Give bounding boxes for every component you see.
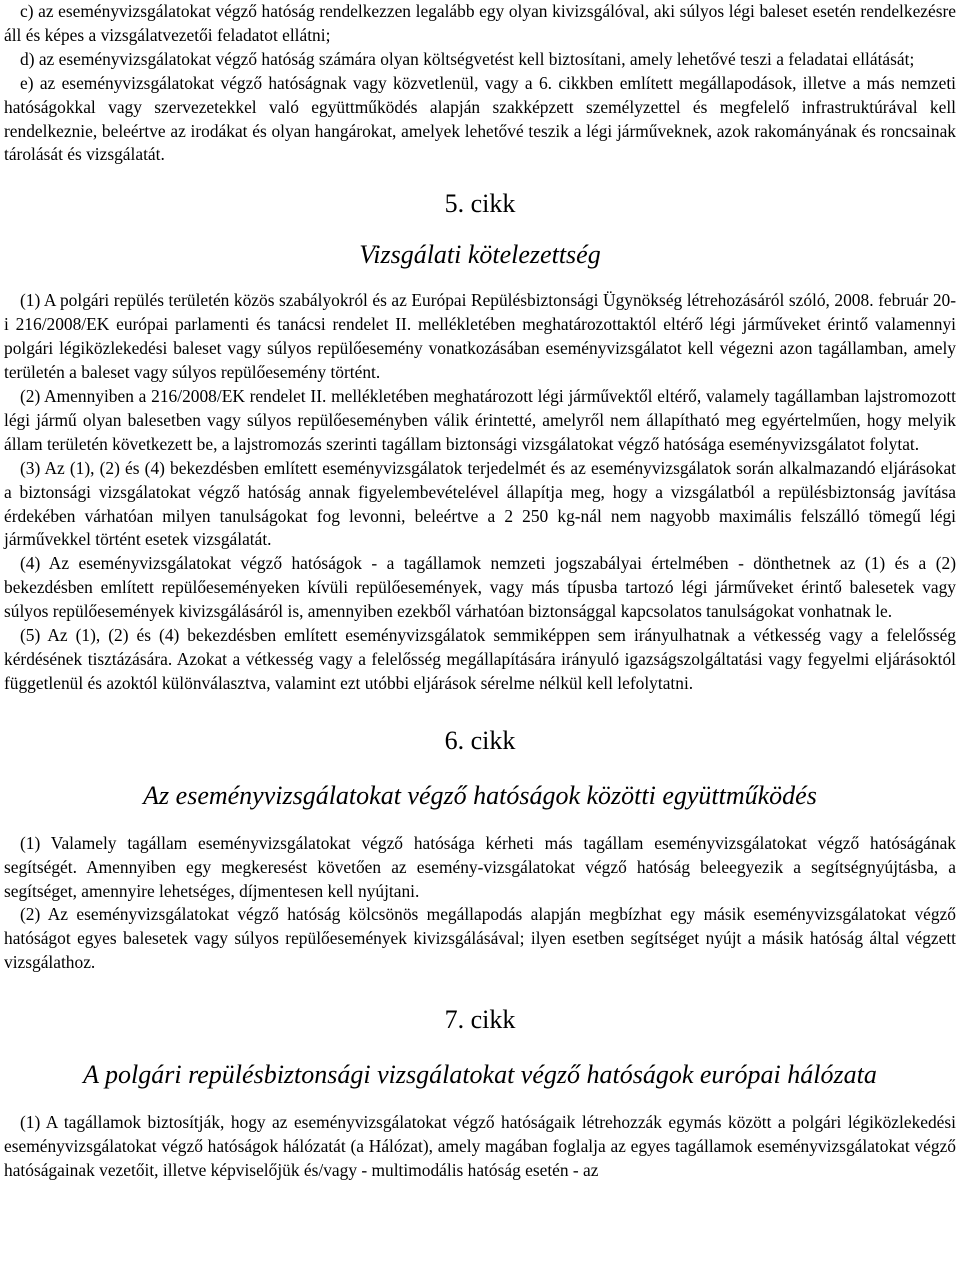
article-title: A polgári repülésbiztonsági vizsgálatokat végző hatóságok európai hálózata <box>83 1060 877 1090</box>
intro-item-c: c) az eseményvizsgálatokat végző hatóság rendelkezzen legalább egy olyan kivizsgálóval, aki súlyos légi baleset esetén rendelkezésre áll és képes a vizsgálatvezetői feladatot ellátni; <box>4 1 956 45</box>
article-number: 7. cikk <box>444 1005 516 1035</box>
article-title: Az eseményvizsgálatokat végző hatóságok közötti együttműködés <box>143 780 817 810</box>
article-paragraph: (1) A tagállamok biztosítják, hogy az eseményvizsgálatokat végző hatóságaik létrehozzák egymás között a polgári légiközlekedési eseményvizsgálatokat végző hatóságok hálózatát (a Hálózat), amely magában foglalja az egyes tagállamok eseményvizsgálatokat végző hatóságainak vezetőit, illetve képviselőjük és/vagy - multimodális hatóság esetén - az <box>4 1112 956 1180</box>
intro-item-d: d) az eseményvizsgálatokat végző hatóság számára olyan költségvetést kell biztosítani, amely lehetővé teszi a feladatai ellátását; <box>20 48 915 69</box>
article-number: 5. cikk <box>444 189 516 219</box>
article-number: 6. cikk <box>444 725 516 755</box>
article-paragraph: (3) Az (1), (2) és (4) bekezdésben említett eseményvizsgálatok terjedelmét és az eseményvizsgálatok során alkalmazandó eljárásokat a biztonsági vizsgálatokat végző hatóság annak figyelembevételével állapítja meg, hogy a vizsgálatból a repülésbiztonság javítása érdekében várhatóan milyen tanulságokat fog levonni, beleértve a 2 250 kg-nál nem nagyobb maximális felszálló tömegű légi járművekkel történt esetek vizsgálatát. <box>4 457 956 550</box>
article-5 <box>4 189 956 695</box>
article-paragraph: (4) Az eseményvizsgálatokat végző hatóságok - a tagállamok nemzeti jogszabályai értelmében - dönthetnek az (1) és a (2) bekezdésben említett repülőeseményeken kívüli repülőesemények, vagy más típusba tartozó légi járműveket érintő balesetek vagy súlyos repülőesemények kivizsgálásáról is, amennyiben ezekből várhatóan biztonsággal kapcsolatos tanulságokat vonhatnak le. <box>4 553 956 622</box>
intro-item-e: e) az eseményvizsgálatokat végző hatóságnak vagy közvetlenül, vagy a 6. cikkben említett megállapodások, illetve a más nemzeti hatóságokkal vagy szervezetekkel való együttműködés alapján szakképzett személyzettel és megfelelő infrastruktúrával kell rendelkeznie, beleértve az irodákat és olyan hangárokat, amelyek lehetővé teszik a légi járműveknek, azok rakományának és roncsainak tárolását és vizsgálatát. <box>4 72 956 165</box>
article-paragraph: (1) Valamely tagállam eseményvizsgálatokat végző hatósága kérheti más tagállam eseményvizsgálatokat végző hatóságának segítségét. Amennyiben egy megkeresést követően az esemény-vizsgálatokat végző hatóság beleegyezik a segítségnyújtásba, a segítséget, amennyire lehetséges, díjmentesen kell nyújtani. <box>4 832 956 901</box>
article-paragraph: (2) Az eseményvizsgálatokat végző hatóság kölcsönös megállapodás alapján megbízhat egy másik eseményvizsgálatokat végző hatóságot egyes balesetek vagy súlyos repülőesemények kivizsgálásával; ilyen esetben segítséget nyújt a másik hatóság által végzett vizsgálathoz. <box>4 904 956 973</box>
document-page <box>4 0 956 1183</box>
article-6 <box>4 726 956 975</box>
article-7 <box>4 1005 956 1183</box>
article-title: Vizsgálati kötelezettség <box>359 240 601 270</box>
article-paragraph: (2) Amennyiben a 216/2008/EK rendelet II. mellékletében meghatározott légi járművektől eltérő, valamely tagállamban lajstromozott légi jármű olyan balesetben vagy súlyos repülőeseményben válik érintetté, amelyről nem állapítható meg egyértelműen, hogy melyik állam területén következett be, a lajstromozás szerinti tagállam biztonsági vizsgálatokat végző hatósága eseményvizsgálatot folytat. <box>4 385 956 454</box>
article-paragraph: (1) A polgári repülés területén közös szabályokról és az Európai Repülésbiztonsági Ügynökség létrehozásáról szóló, 2008. február 20-i 216/2008/EK európai parlamenti és tanácsi rendelet II. mellékletében meghatározottaktól eltérő légi járműveket érintő valamennyi polgári légiközlekedési baleset vagy súlyos repülőesemény vonatkozásában eseményvizsgálatot kell végezni azon tagállamban, amely területén a baleset vagy súlyos repülőesemény történt. <box>4 290 956 383</box>
article-paragraph: (5) Az (1), (2) és (4) bekezdésben említett eseményvizsgálatok semmiképpen sem irányulhatnak a vétkesség vagy a felelősség kérdésének tisztázására. Azokat a vétkesség vagy a felelősség megállapítására irányuló igazságszolgáltatási vagy fegyelmi eljárásoktól függetlenül és azoktól különválasztva, valamint ezt utóbbi eljárások sérelme nélkül kell lefolytatni. <box>4 625 956 693</box>
